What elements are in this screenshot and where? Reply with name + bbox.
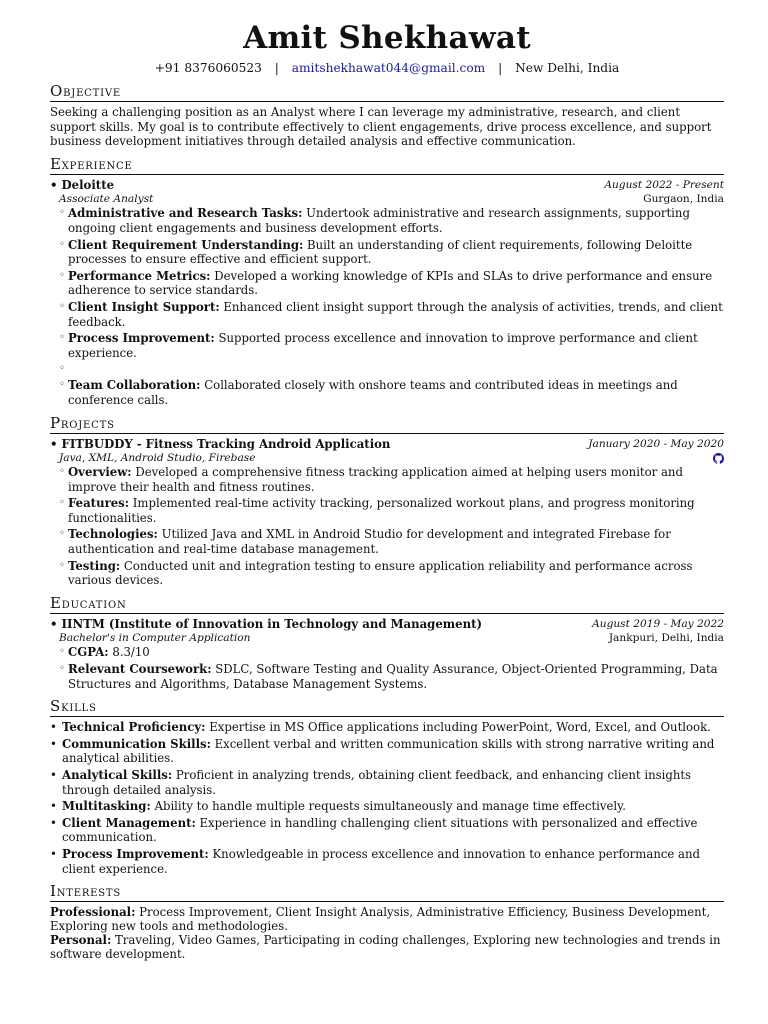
bullet: • xyxy=(50,177,62,192)
project-bullets xyxy=(50,465,724,588)
section-title-projects: Projects xyxy=(50,414,724,434)
item-label: Client Requirement Understanding: xyxy=(68,237,304,252)
email-link[interactable]: amitshekhawat044@gmail.com xyxy=(291,61,486,75)
list-item xyxy=(59,331,724,360)
item-text: Conducted unit and integration testing to ensure application reliability and performance across various devices. xyxy=(68,558,693,588)
item-text: Enhanced client insight support through the analysis of activities, trends, and client feedback. xyxy=(68,299,723,329)
item-label: CGPA: xyxy=(68,645,109,660)
item-label: Client Insight Support: xyxy=(68,299,220,314)
list-item xyxy=(50,737,724,766)
list-item xyxy=(59,238,724,267)
company-name: Deloitte xyxy=(61,177,115,192)
item-label: Client Management: xyxy=(62,815,196,830)
item-label: Professional: xyxy=(50,905,136,920)
skills-list xyxy=(50,720,724,876)
item-text: Supported process excellence and innovation to improve performance and client experience. xyxy=(68,331,698,360)
contact-line xyxy=(50,60,724,76)
item-text: Ability to handle multiple requests simultaneously and manage time effectively. xyxy=(154,799,626,814)
project-stack: Java, XML, Android Studio, Firebase xyxy=(59,452,256,465)
education-bullets xyxy=(50,645,724,691)
item-label: Overview: xyxy=(68,465,132,480)
experience-dates: August 2022 - Present xyxy=(604,178,724,191)
item-label: Communication Skills: xyxy=(62,736,211,751)
job-role: Associate Analyst xyxy=(59,193,154,206)
item-label: Process Improvement: xyxy=(68,331,215,346)
item-label: Personal: xyxy=(50,933,112,948)
list-item xyxy=(50,816,724,845)
item-text: Implemented real-time activity tracking, personalized workout plans, and progress monitoring functionalities. xyxy=(68,496,695,525)
item-text: SDLC, Software Testing and Quality Assurance, Object-Oriented Programming, Data Structures and Algorithms, Database Management Systems. xyxy=(68,662,718,691)
item-text: Experience in handling challenging client situations with personalized and effective communication. xyxy=(62,815,698,845)
list-item xyxy=(50,799,724,814)
item-label: Analytical Skills: xyxy=(62,768,173,782)
list-item xyxy=(59,662,724,691)
section-title-skills: Skills xyxy=(50,697,724,717)
item-label: Administrative and Research Tasks: xyxy=(68,206,303,221)
list-item xyxy=(59,496,724,525)
item-text: Expertise in MS Office applications including PowerPoint, Word, Excel, and Outlook. xyxy=(209,720,711,735)
separator: | xyxy=(274,61,279,75)
item-label: Relevant Coursework: xyxy=(68,662,212,677)
list-spacer xyxy=(59,362,724,376)
education-entry-sub xyxy=(50,631,724,645)
github-icon[interactable] xyxy=(713,451,724,465)
section-title-interests: Interests xyxy=(50,882,724,902)
item-text: Traveling, Video Games, Participating in coding challenges, Exploring new technologies and trends in software development. xyxy=(50,933,721,962)
education-entry-header xyxy=(50,617,724,632)
item-label: Technologies: xyxy=(68,527,158,542)
school-location: Jankpuri, Delhi, India xyxy=(608,632,724,645)
item-label: Testing: xyxy=(68,558,121,573)
list-item xyxy=(59,559,724,588)
location: New Delhi, India xyxy=(515,61,620,75)
bullet: • xyxy=(50,616,62,631)
bullet: • xyxy=(50,436,62,451)
item-label: Process Improvement: xyxy=(62,846,209,861)
item-text: Knowledgeable in process excellence and innovation to enhance performance and client experience. xyxy=(62,846,700,876)
item-label: Features: xyxy=(68,496,130,511)
section-title-experience: Experience xyxy=(50,155,724,175)
project-entry-header xyxy=(50,437,724,452)
education-dates: August 2019 - May 2022 xyxy=(592,617,724,630)
item-text: Undertook administrative and research assignments, supporting ongoing client engagements and business development efforts. xyxy=(68,206,690,235)
item-label: Technical Proficiency: xyxy=(62,720,206,735)
list-item xyxy=(50,768,724,797)
list-item xyxy=(59,645,724,660)
item-text: Excellent verbal and written communication skills with strong narrative writing and analytical abilities. xyxy=(62,736,715,766)
list-item xyxy=(59,269,724,298)
item-text: Developed a comprehensive fitness tracking application aimed at helping users monitor and improve their health and fitness routines. xyxy=(68,465,683,494)
item-text: Built an understanding of client requirements, following Deloitte processes to ensure effective and efficient support. xyxy=(68,237,693,267)
item-text: Utilized Java and XML in Android Studio for development and integrated Firebase for authentication and real-time database management. xyxy=(68,527,671,557)
list-item xyxy=(50,720,724,735)
interests-personal xyxy=(50,933,724,961)
item-text: Process Improvement, Client Insight Analysis, Administrative Efficiency, Business Development, Exploring new tools and methodologies. xyxy=(50,905,711,934)
experience-bullets xyxy=(50,206,724,407)
section-title-objective: Objective xyxy=(50,82,724,102)
interests-professional xyxy=(50,905,724,933)
list-item xyxy=(50,847,724,876)
job-location: Gurgaon, India xyxy=(643,193,724,206)
candidate-name: Amit Shekhawat xyxy=(243,20,531,56)
separator: | xyxy=(498,61,503,75)
item-text: 8.3/10 xyxy=(112,645,150,660)
experience-entry-header xyxy=(50,178,724,193)
degree: Bachelor's in Computer Application xyxy=(59,632,251,645)
experience-entry-sub xyxy=(50,192,724,206)
objective-text: Seeking a challenging position as an Analyst where I can leverage my administrative, research, and client support skills. My goal is to contribute effectively to client engagements, drive process excellence, and support business development initiatives through detailed analysis and effective communication. xyxy=(50,105,712,149)
list-item xyxy=(59,206,724,235)
section-title-education: Education xyxy=(50,594,724,614)
phone-number: +91 8376060523 xyxy=(154,61,262,75)
project-dates: January 2020 - May 2020 xyxy=(588,437,724,450)
school-name: IINTM (Institute of Innovation in Technology and Management) xyxy=(61,616,482,631)
item-text: Collaborated closely with onshore teams and contributed ideas in meetings and conference calls. xyxy=(68,378,678,407)
list-item xyxy=(59,378,724,407)
list-item xyxy=(59,465,724,494)
list-item xyxy=(59,527,724,556)
item-label: Team Collaboration: xyxy=(68,378,201,393)
item-text: Developed a working knowledge of KPIs and SLAs to drive performance and ensure adherence to service standards. xyxy=(68,268,713,298)
project-name: FITBUDDY - Fitness Tracking Android Application xyxy=(61,436,391,451)
item-label: Performance Metrics: xyxy=(68,268,211,283)
project-entry-sub xyxy=(50,451,724,465)
item-label: Multitasking: xyxy=(62,799,151,814)
list-item xyxy=(59,300,724,329)
item-text: Proficient in analyzing trends, obtaining client feedback, and enhancing client insights through detailed analysis. xyxy=(62,768,692,797)
